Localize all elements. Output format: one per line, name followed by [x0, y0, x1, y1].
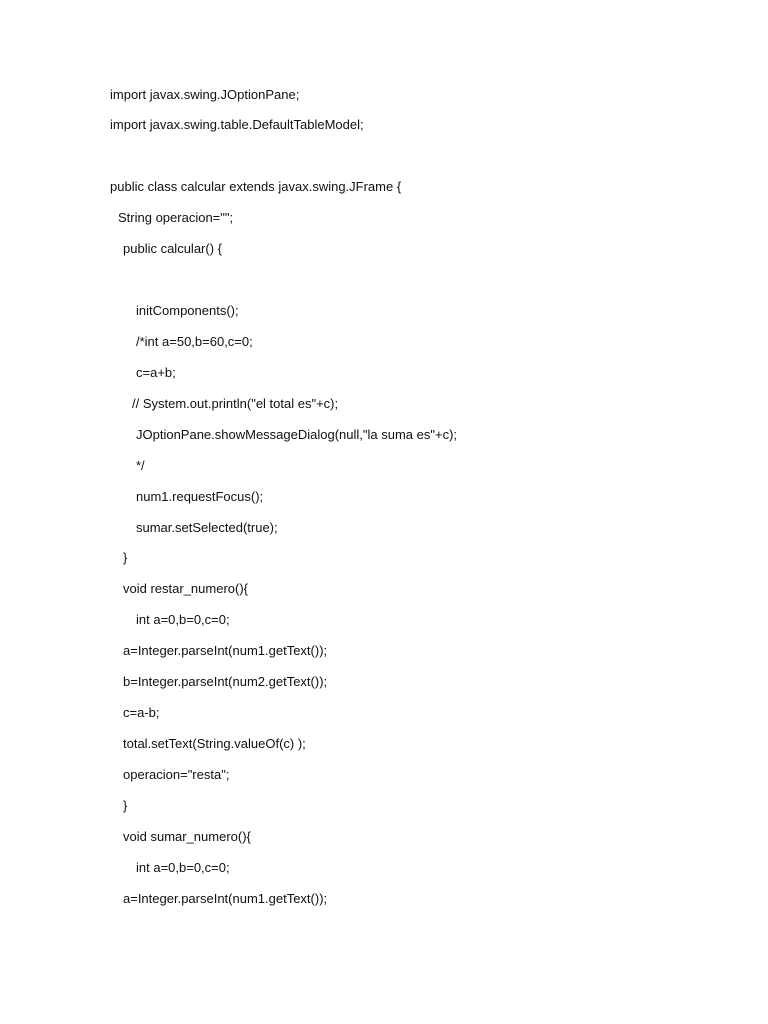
code-line-import-joptionpane: import javax.swing.JOptionPane; — [110, 87, 300, 102]
code-line-restar-vars: int a=0,b=0,c=0; — [136, 612, 230, 627]
code-line-field-operacion: String operacion=""; — [118, 210, 234, 225]
code-line-sumar-method: void sumar_numero(){ — [123, 829, 251, 844]
code-line-import-defaulttablemodel: import javax.swing.table.DefaultTableModel; — [110, 117, 364, 132]
code-line-constructor-close: } — [123, 550, 128, 565]
code-line-restar-operacion: operacion="resta"; — [123, 767, 230, 782]
code-line-set-selected: sumar.setSelected(true); — [136, 520, 278, 535]
code-line-class-declaration: public class calcular extends javax.swing.JFrame { — [110, 179, 402, 194]
code-line-restar-method: void restar_numero(){ — [123, 581, 248, 596]
code-line-request-focus: num1.requestFocus(); — [136, 489, 264, 504]
code-line-message-dialog: JOptionPane.showMessageDialog(null,"la suma es"+c); — [136, 427, 458, 442]
code-line-sum-expression: c=a+b; — [136, 365, 176, 380]
code-line-init-components: initComponents(); — [136, 303, 239, 318]
code-line-constructor: public calcular() { — [123, 241, 222, 256]
code-line-comment-end: */ — [136, 458, 145, 473]
code-line-comment-start: /*int a=50,b=60,c=0; — [136, 334, 253, 349]
code-line-restar-calc: c=a-b; — [123, 705, 160, 720]
code-line-sumar-vars: int a=0,b=0,c=0; — [136, 860, 230, 875]
code-line-restar-close: } — [123, 798, 128, 813]
code-line-restar-parse-a: a=Integer.parseInt(num1.getText()); — [123, 643, 328, 658]
code-line-restar-parse-b: b=Integer.parseInt(num2.getText()); — [123, 674, 328, 689]
code-line-sumar-parse-a: a=Integer.parseInt(num1.getText()); — [123, 891, 328, 906]
code-line-restar-set-total: total.setText(String.valueOf(c) ); — [123, 736, 306, 751]
code-line-println-comment: // System.out.println("el total es"+c); — [132, 396, 339, 411]
